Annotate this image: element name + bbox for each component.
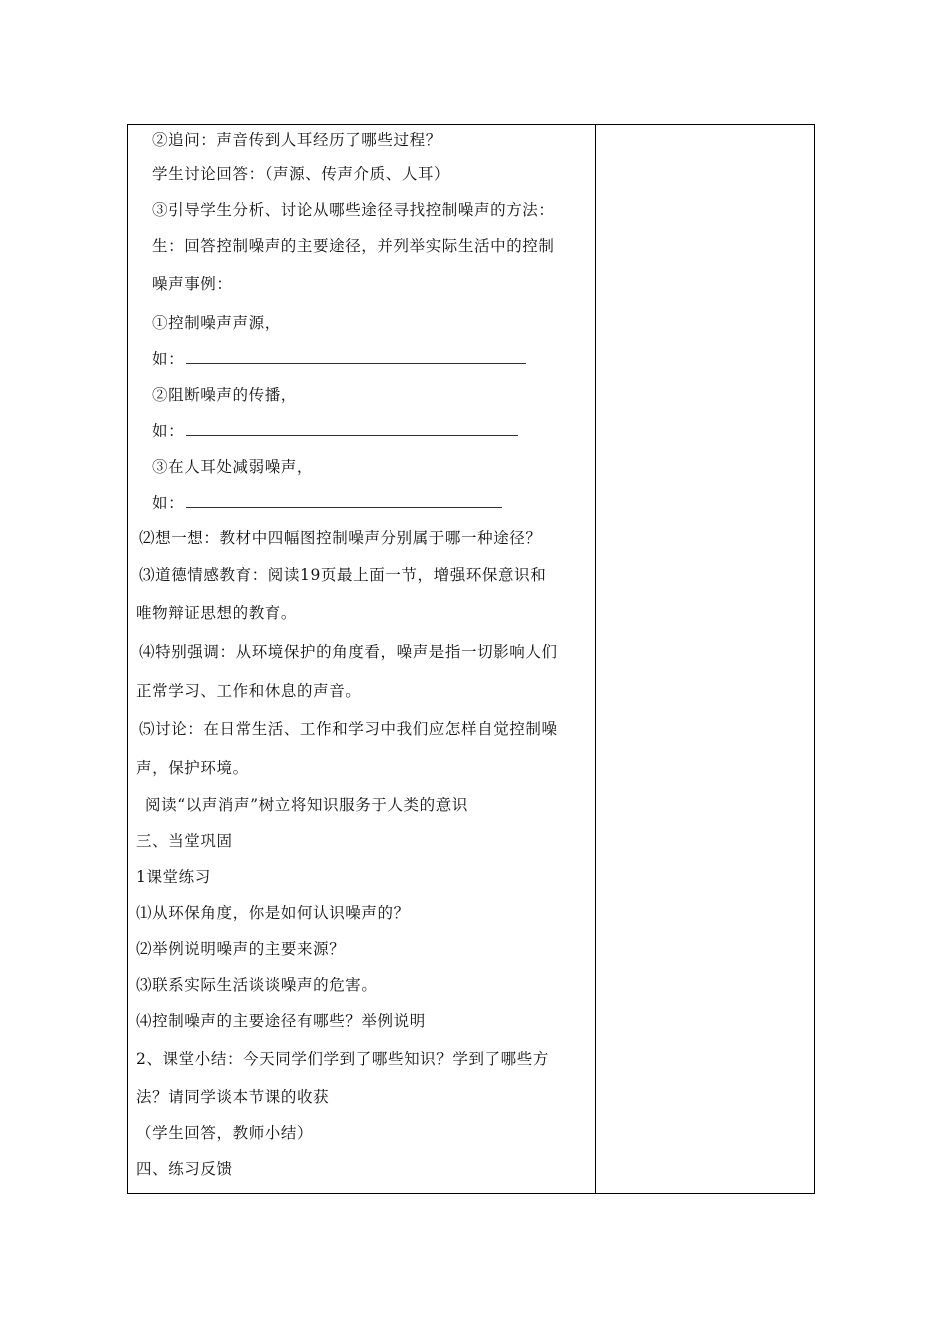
text-line: ②阻断噪声的传播， <box>152 386 297 404</box>
text-line: 阅读“以声消声”树立将知识服务于人类的意识 <box>145 796 468 814</box>
text-line: ⑷控制噪声的主要途径有哪些？举例说明 <box>136 1012 426 1030</box>
text-line: ②追问：声音传到人耳经历了哪些过程？ <box>152 131 442 149</box>
text-line: ⑵举例说明噪声的主要来源？ <box>136 940 346 958</box>
text-line: 唯物辩证思想的教育。 <box>136 604 298 622</box>
text-line: （学生回答，教师小结） <box>136 1124 314 1142</box>
section-heading: 四、练习反馈 <box>136 1160 233 1178</box>
text-line: ①控制噪声声源， <box>152 314 281 332</box>
text-line: 正常学习、工作和休息的声音。 <box>136 682 362 700</box>
text-line: 噪声事例： <box>152 275 233 293</box>
text-line: 2、课堂小结：今天同学们学到了哪些知识？学到了哪些方 <box>136 1050 549 1068</box>
text-line: 如： <box>152 494 185 512</box>
text-line: ⑵想一想：教材中四幅图控制噪声分别属于哪一种途径？ <box>139 529 542 547</box>
blank-underline <box>186 421 518 436</box>
text-line: ⑸讨论：在日常生活、工作和学习中我们应怎样自觉控制噪 <box>139 720 558 738</box>
column-divider <box>595 125 596 1193</box>
blank-underline <box>186 493 502 508</box>
section-heading: 三、当堂巩固 <box>136 832 233 850</box>
text-line: ⑶联系实际生活谈谈噪声的危害。 <box>136 976 378 994</box>
text-line: 如： <box>152 350 185 368</box>
blank-underline <box>186 349 526 364</box>
text-line: ③在人耳处减弱噪声， <box>152 458 314 476</box>
text-line: 声，保护环境。 <box>136 759 249 777</box>
text-line: ⑶道德情感教育：阅读19页最上面一节，增强环保意识和 <box>139 566 547 584</box>
fill-in-line <box>152 421 518 441</box>
text-line: 学生讨论回答：（声源、传声介质、人耳） <box>152 165 451 183</box>
fill-in-line <box>152 493 502 513</box>
fill-in-line <box>152 349 526 369</box>
text-line: ⑷特别强调：从环境保护的角度看，噪声是指一切影响人们 <box>139 643 558 661</box>
text-line: 1课堂练习 <box>136 868 211 886</box>
text-line: ③引导学生分析、讨论从哪些途径寻找控制噪声的方法： <box>152 201 555 219</box>
text-line: 如： <box>152 422 185 440</box>
text-line: 生：回答控制噪声的主要途径，并列举实际生活中的控制 <box>152 237 555 255</box>
text-line: 法？请同学谈本节课的收获 <box>136 1088 330 1106</box>
text-line: ⑴从环保角度，你是如何认识噪声的？ <box>136 904 410 922</box>
